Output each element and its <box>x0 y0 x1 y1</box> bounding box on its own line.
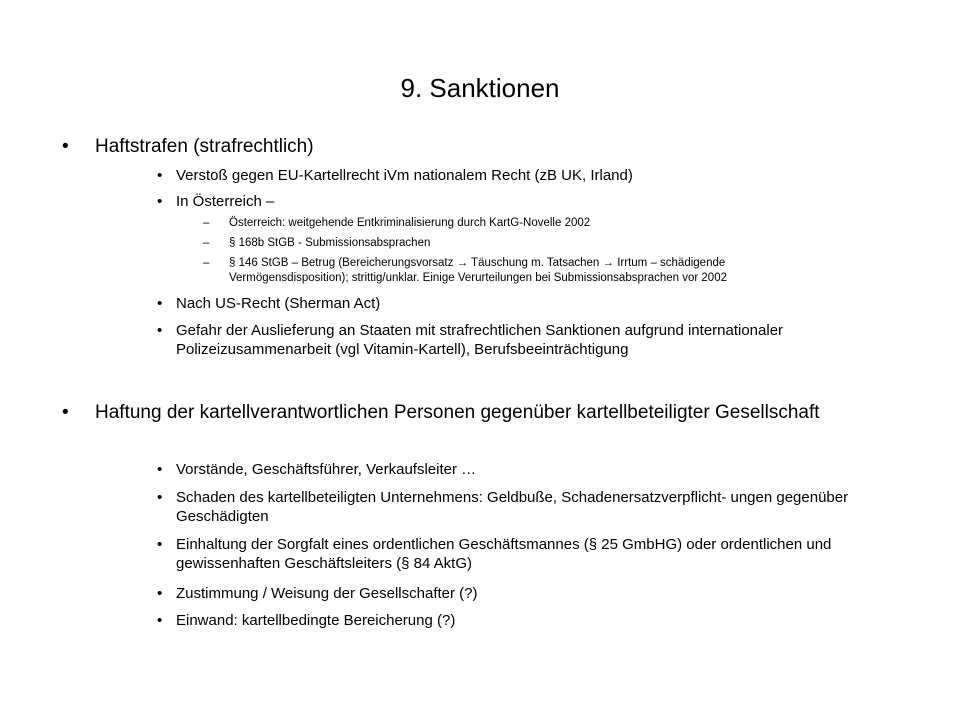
subbullet-text: Einhaltung der Sorgfalt eines ordentlichen Geschäftsmannes (§ 25 GmbHG) oder ordentlichen und gewissenhaften Geschäftsleiters (§ 84 AktG) <box>176 536 832 572</box>
bullet-dot: • <box>157 193 163 210</box>
bullet-dot: • <box>157 612 163 629</box>
subbullet-text: Vorstände, Geschäftsführer, Verkaufsleiter … <box>176 461 477 478</box>
dash-symbol: – <box>203 257 210 269</box>
dash-symbol: – <box>203 237 210 249</box>
bullet-dot: • <box>157 461 163 478</box>
dash-item-text: § 146 StGB – Betrug (Bereicherungsvorsatz → Täuschung m. Tatsachen → Irrtum – schädigende Vermögensdisposition); strittig/unklar. Einige Verurteilungen bei Submissionsabsprachen vor 2002 <box>229 257 727 284</box>
bullet-dot: • <box>157 585 163 602</box>
bullet-dot: • <box>157 295 163 312</box>
subbullet-text: Nach US-Recht (Sherman Act) <box>176 295 381 312</box>
bullet-text: Haftung der kartellverantwortlichen Personen gegenüber kartellbeteiligter Gesellschaft <box>95 402 820 423</box>
dash-item-text: § 168b StGB - Submissionsabsprachen <box>229 237 431 249</box>
dash-item-text: Österreich: weitgehende Entkriminalisierung durch KartG-Novelle 2002 <box>229 217 591 229</box>
subbullet-text: Einwand: kartellbedingte Bereicherung (?) <box>176 612 456 629</box>
bullet-dot: • <box>62 136 69 157</box>
dash-symbol: – <box>203 217 210 229</box>
slide-title: 9. Sanktionen <box>400 73 560 103</box>
subbullet-text: Gefahr der Auslieferung an Staaten mit strafrechtlichen Sanktionen aufgrund internationaler Polizeizusammenarbeit (vgl Vitamin-Kartell), Berufsbeeinträchtigung <box>176 322 784 358</box>
bullet-dot: • <box>157 489 163 506</box>
bullet-dot: • <box>62 402 69 423</box>
bullet-dot: • <box>157 322 163 339</box>
subbullet-text: Schaden des kartellbeteiligten Unternehmens: Geldbuße, Schadenersatzverpflicht- ungen gegenüber Geschädigten <box>176 489 849 525</box>
bullet-text: Haftstrafen (strafrechtlich) <box>95 136 314 157</box>
bullet-dot: • <box>157 167 163 184</box>
bullet-dot: • <box>157 536 163 553</box>
subbullet-text: Zustimmung / Weisung der Gesellschafter (?) <box>176 585 478 602</box>
subbullet-text: In Österreich – <box>176 193 275 210</box>
subbullet-text: Verstoß gegen EU-Kartellrecht iVm nationalem Recht (zB UK, Irland) <box>176 167 633 184</box>
